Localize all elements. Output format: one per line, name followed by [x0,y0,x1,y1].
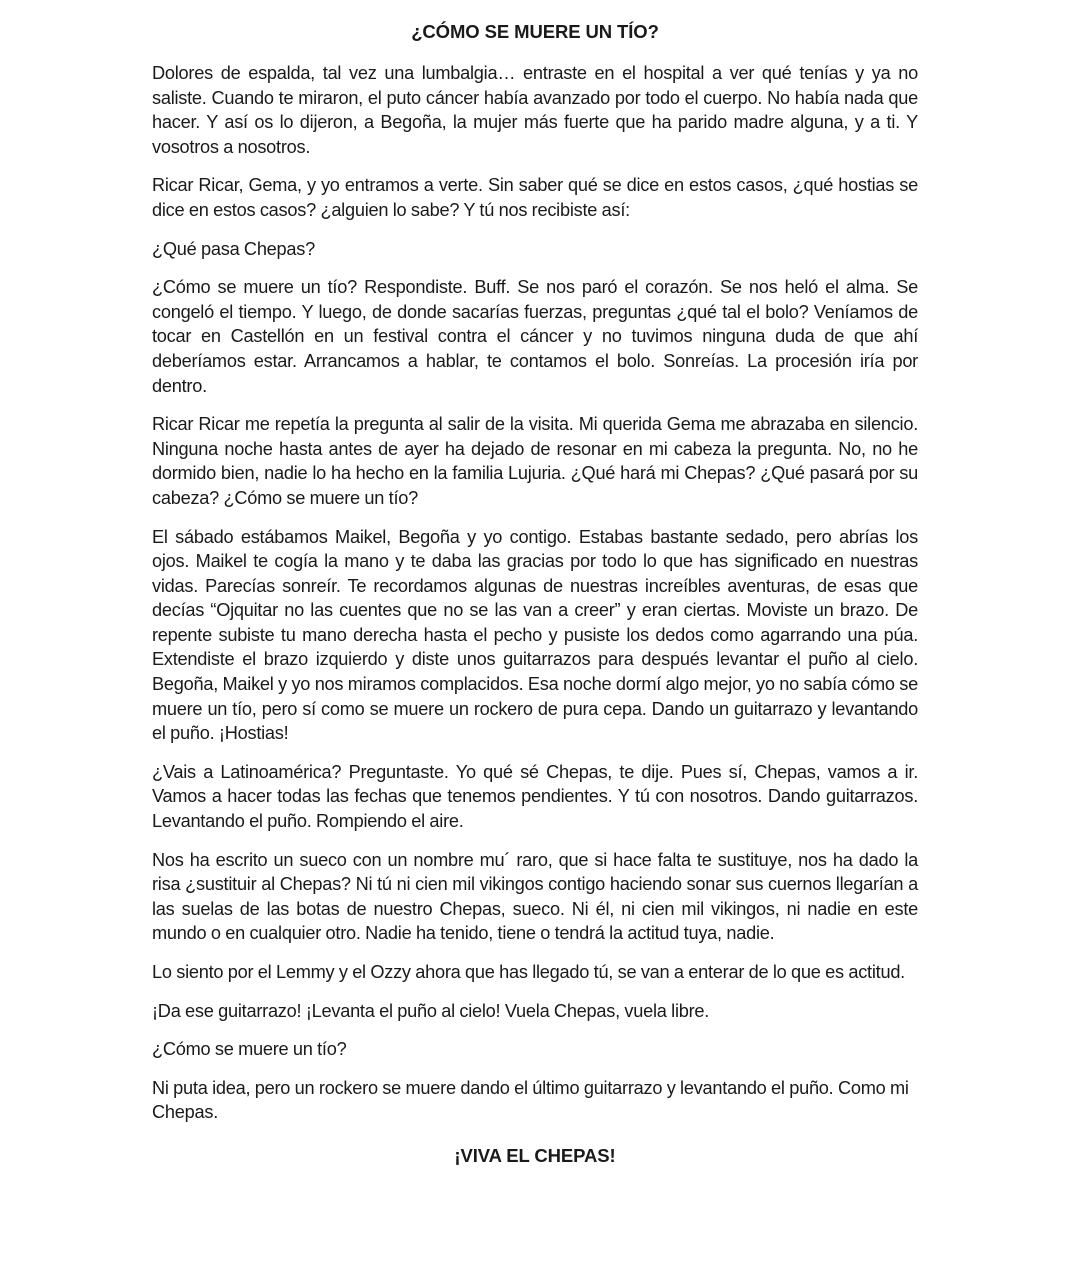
paragraph-visit: Ricar Ricar, Gema, y yo entramos a verte. Sin saber qué se dice en estos casos, ¿qué hostias se dice en estos casos? ¿alguien lo sabe? Y tú nos recibiste así: [152,175,918,220]
paragraph-greeting: ¿Qué pasa Chepas? [152,238,315,259]
paragraph-lemmy-ozzy: Lo siento por el Lemmy y el Ozzy ahora que has llegado tú, se van a enterar de lo que es actitud. [152,962,905,982]
document-page [152,20,918,1168]
paragraph-question: ¿Cómo se muere un tío? [152,1039,347,1060]
paragraph-answer: Ni puta idea, pero un rockero se muere dando el último guitarrazo y levantando el puño. Como mi Chepas. [152,1077,909,1123]
paragraph-response: ¿Cómo se muere un tío? Respondiste. Buff. Se nos paró el corazón. Se nos heló el alma. Se congeló el tiempo. Y luego, de donde sacarías fuerzas, preguntas ¿qué tal el bolo? Veníamos de tocar en Castellón en un festival contra el cáncer y no tuvimos ninguna duda de que ahí deberíamos estar. Arrancamos a hablar, te contamos el bolo. Sonreías. La procesión iría por dentro. [152,277,918,396]
paragraph-saturday: El sábado estábamos Maikel, Begoña y yo contigo. Estabas bastante sedado, pero abrías los ojos. Maikel te cogía la mano y te daba las gracias por todo lo que has significado en nuestras vidas. Parecías sonreír. Te recordamos algunas de nuestras increíbles aventuras, de esas que decías “Ojquitar no las cuentes que no se las van a creer” y eran ciertas. Moviste un brazo. De repente subiste tu mano derecha hasta el pecho y pusiste los dedos como agarrando una púa. Extendiste el brazo izquierdo y diste unos guitarrazos para después levantar el puño al cielo. Begoña, Maikel y yo nos miramos complacidos. Esa noche dormí algo mejor, yo no sabía cómo se muere un tío, pero sí como se muere un rockero de pura cepa. Dando un guitarrazo y levantando el puño. ¡Hostias! [152,526,918,744]
paragraph-diagnosis: Dolores de espalda, tal vez una lumbalgia… entraste en el hospital a ver qué tenías y ya no saliste. Cuando te miraron, el puto cáncer había avanzado por todo el cuerpo. No había nada que hacer. Y así os lo dijeron, a Begoña, la mujer más fuerte que ha parido madre alguna, y a ti. Y vosotros a nosotros. [152,63,918,157]
paragraph-swede: Nos ha escrito un sueco con un nombre mu´ raro, que si hace falta te sustituye, nos ha dado la risa ¿sustituir al Chepas? Ni tú ni cien mil vikingos contigo haciendo sonar sus cuernos llegarían a las suelas de las botas de nuestro Chepas, sueco. Ni él, ni cien mil vikingos, ni nadie en este mundo o en cualquier otro. Nadie ha tenido, tiene o tendrá la actitud tuya, nadie. [152,849,918,944]
document-title: ¿CÓMO SE MUERE UN TÍO? [411,21,659,42]
paragraph-fly-free: ¡Da ese guitarrazo! ¡Levanta el puño al cielo! Vuela Chepas, vuela libre. [152,1000,710,1021]
paragraph-question-echo: Ricar Ricar me repetía la pregunta al salir de la visita. Mi querida Gema me abrazaba en silencio. Ninguna noche hasta antes de ayer ha dejado de resonar en mi cabeza la pregunta. No, no he dormido bien, nadie lo ha hecho en la familia Lujuria. ¿Qué hará mi Chepas? ¿Qué pasará por su cabeza? ¿Cómo se muere un tío? [152,414,918,508]
closing-exclamation: ¡VIVA EL CHEPAS! [454,1144,616,1166]
paragraph-latinoamerica: ¿Vais a Latinoamérica? Preguntaste. Yo qué sé Chepas, te dije. Pues sí, Chepas, vamos a ir. Vamos a hacer todas las fechas que tenemos pendientes. Y tú con nosotros. Dando guitarrazos. Levantando el puño. Rompiendo el aire. [152,761,918,832]
